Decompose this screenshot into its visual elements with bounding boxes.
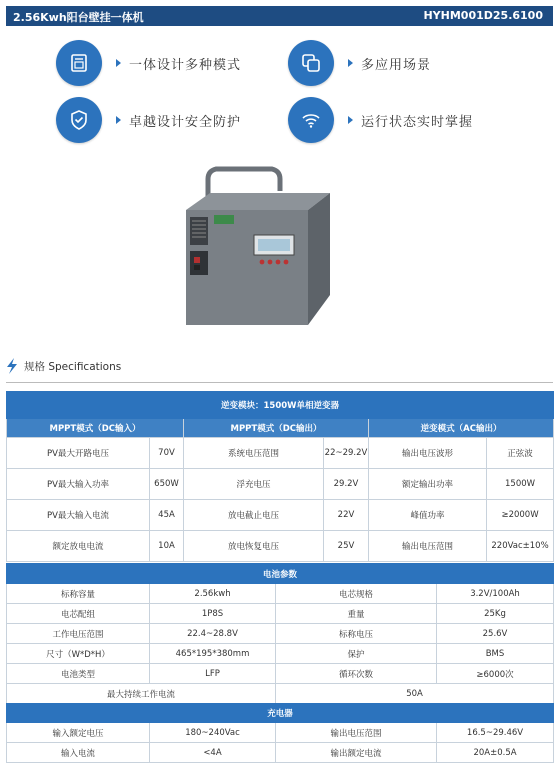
- header-bar: [6, 6, 553, 26]
- table-cell: 70V: [150, 438, 184, 469]
- lightning-icon: [6, 358, 18, 374]
- document-icon: [56, 40, 102, 86]
- table-cell: 正弦波: [487, 438, 554, 469]
- shield-check-icon: [56, 97, 102, 143]
- table-cell: 重量: [276, 604, 437, 624]
- table-cell: 2.56kwh: [150, 584, 276, 604]
- table-cell: 电池类型: [7, 664, 150, 684]
- table-cell: 3.2V/100Ah: [437, 584, 554, 604]
- table-cell: 额定放电电流: [7, 531, 150, 562]
- feature-item: [288, 97, 473, 143]
- table-cell: 45A: [150, 500, 184, 531]
- table-row: [7, 531, 554, 562]
- table-row: [7, 684, 554, 704]
- battery-title: 电池参数: [7, 564, 554, 584]
- table-row: [7, 644, 554, 664]
- table-cell: 电芯规格: [276, 584, 437, 604]
- bullet-arrow-icon: [116, 116, 121, 124]
- table-cell: 29.2V: [324, 469, 369, 500]
- copy-icon: [288, 40, 334, 86]
- table-cell: 1500W: [487, 469, 554, 500]
- table-row: [7, 584, 554, 604]
- table-cell: ≥6000次: [437, 664, 554, 684]
- table-cell: 25Kg: [437, 604, 554, 624]
- feature-item: [288, 40, 431, 86]
- table-cell: PV最大输入功率: [7, 469, 150, 500]
- table-cell: 输入电流: [7, 743, 150, 763]
- charger-title: 充电器: [7, 704, 554, 723]
- table-cell: 22~29.2V: [324, 438, 369, 469]
- inverter-title: 逆变模块：1500W单相逆变器: [7, 392, 554, 419]
- model-number: HYHM001D25.6100: [423, 9, 543, 22]
- table-cell: 尺寸（W*D*H）: [7, 644, 150, 664]
- table-cell: 输入额定电压: [7, 723, 150, 743]
- product-title: 2.56Kwh阳台壁挂一体机: [13, 11, 144, 24]
- table-cell: 20A±0.5A: [437, 743, 554, 763]
- table-cell: 输出电压波形: [369, 438, 487, 469]
- table-row: [7, 469, 554, 500]
- table-cell: 浮充电压: [184, 469, 324, 500]
- table-row: [7, 664, 554, 684]
- table-row: [7, 438, 554, 469]
- table-cell: PV最大输入电流: [7, 500, 150, 531]
- table-cell: 输出额定电流: [276, 743, 437, 763]
- bullet-arrow-icon: [348, 116, 353, 124]
- table-cell: 工作电压范围: [7, 624, 150, 644]
- table-cell: 电芯配组: [7, 604, 150, 624]
- table-row: [7, 500, 554, 531]
- max-current-label: 最大持续工作电流: [7, 684, 276, 704]
- table-cell: 10A: [150, 531, 184, 562]
- table-row: [7, 624, 554, 644]
- table-row: [7, 604, 554, 624]
- specs-heading: [6, 358, 121, 374]
- feature-label: 一体设计多种模式: [129, 57, 242, 73]
- col-title: 逆变模式（AC输出）: [369, 419, 554, 438]
- table-cell: 系统电压范围: [184, 438, 324, 469]
- product-image: [180, 165, 340, 340]
- table-cell: 放电恢复电压: [184, 531, 324, 562]
- table-cell: 输出电压范围: [369, 531, 487, 562]
- table-cell: 22.4~28.8V: [150, 624, 276, 644]
- feature-item: [56, 40, 241, 86]
- table-cell: 25V: [324, 531, 369, 562]
- table-cell: 额定输出功率: [369, 469, 487, 500]
- table-cell: 650W: [150, 469, 184, 500]
- table-cell: 25.6V: [437, 624, 554, 644]
- table-cell: 放电截止电压: [184, 500, 324, 531]
- feature-item: [56, 97, 241, 143]
- table-row: [7, 723, 554, 743]
- specs-heading-text: 规格 Specifications: [24, 360, 122, 373]
- table-cell: 峰值功率: [369, 500, 487, 531]
- divider: [6, 382, 553, 383]
- charger-table: [6, 703, 554, 763]
- feature-label: 卓越设计安全防护: [129, 114, 242, 130]
- table-cell: 16.5~29.46V: [437, 723, 554, 743]
- feature-label: 多应用场景: [361, 57, 432, 73]
- table-cell: 22V: [324, 500, 369, 531]
- table-cell: 180~240Vac: [150, 723, 276, 743]
- table-cell: 1P8S: [150, 604, 276, 624]
- table-cell: <4A: [150, 743, 276, 763]
- bullet-arrow-icon: [116, 59, 121, 67]
- table-cell: BMS: [437, 644, 554, 664]
- inverter-table: [6, 391, 554, 562]
- table-cell: 标称容量: [7, 584, 150, 604]
- feature-label: 运行状态实时掌握: [361, 114, 474, 130]
- table-cell: 220Vac±10%: [487, 531, 554, 562]
- table-cell: 保护: [276, 644, 437, 664]
- bullet-arrow-icon: [348, 59, 353, 67]
- wifi-icon: [288, 97, 334, 143]
- col-title: MPPT模式（DC输出）: [184, 419, 369, 438]
- max-current-value: 50A: [276, 684, 554, 704]
- table-cell: 输出电压范围: [276, 723, 437, 743]
- table-cell: ≥2000W: [487, 500, 554, 531]
- table-cell: 标称电压: [276, 624, 437, 644]
- table-cell: 465*195*380mm: [150, 644, 276, 664]
- table-cell: 循环次数: [276, 664, 437, 684]
- table-cell: LFP: [150, 664, 276, 684]
- table-cell: PV最大开路电压: [7, 438, 150, 469]
- col-title: MPPT模式（DC输入）: [7, 419, 184, 438]
- battery-table: [6, 563, 554, 704]
- table-row: [7, 743, 554, 763]
